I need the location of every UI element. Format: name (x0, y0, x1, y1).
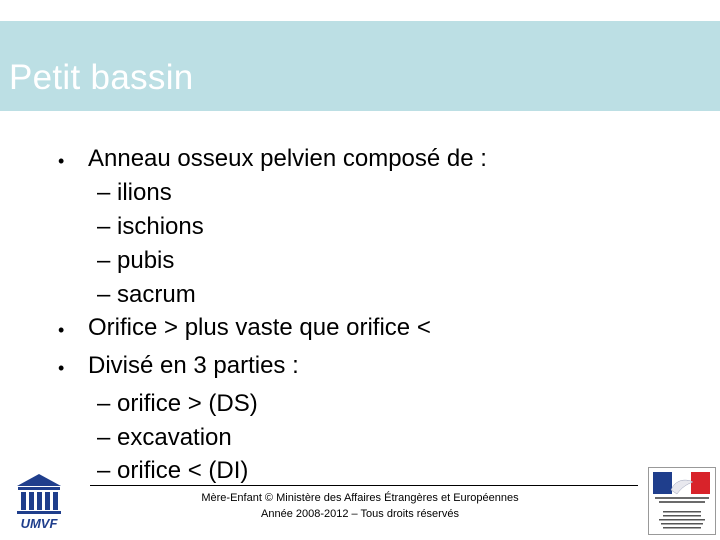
footer-years: Année 2008-2012 – Tous droits réservés (261, 508, 459, 520)
sub-bullet-text: – orifice < (DI) (97, 457, 249, 484)
footer-copyright: Mère-Enfant © Ministère des Affaires Étrangères et Européennes (201, 492, 519, 504)
bullet-text: Anneau osseux pelvien composé de : (88, 145, 487, 172)
sub-bullet-text: – excavation (97, 424, 232, 451)
umvf-logo-icon (13, 472, 65, 532)
umvf-logo (13, 472, 65, 532)
sub-bullet-text: – sacrum (97, 281, 196, 308)
footer-divider (90, 485, 638, 486)
bullet-dot: • (58, 151, 65, 171)
sub-bullet-text: – ilions (97, 179, 172, 206)
bullet-text: Divisé en 3 parties : (88, 352, 299, 379)
bullet-dot: • (58, 320, 65, 340)
bullet-dot: • (58, 358, 65, 378)
marianne-flag-icon (649, 468, 715, 534)
umvf-logo-text: UMVF (20, 516, 58, 531)
sub-bullet-text: – ischions (97, 213, 204, 240)
slide-title: Petit bassin (9, 58, 194, 97)
sub-bullet-text: – orifice > (DS) (97, 390, 258, 417)
sub-bullet-text: – pubis (97, 247, 175, 274)
ministry-logo (648, 467, 716, 535)
bullet-text: Orifice > plus vaste que orifice < (88, 314, 431, 341)
